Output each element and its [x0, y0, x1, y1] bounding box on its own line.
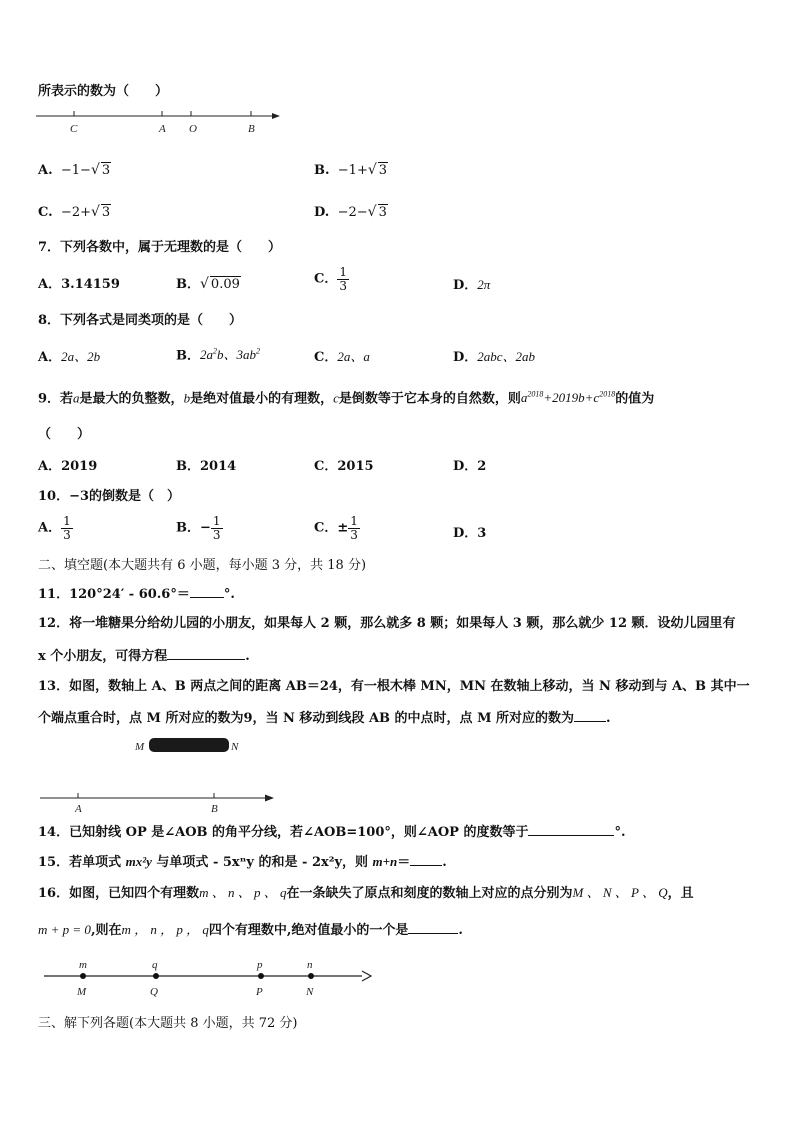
label-b: B	[248, 123, 255, 135]
question-15: 15．若单项式 mx²y 与单项式 - 5xⁿy 的和是 - 2x²y，则 m+n＝ .	[38, 854, 447, 870]
fraction: $\frac{1}{3}$	[212, 514, 221, 542]
q7-option-c[interactable]: C． $\frac{1}{3}$	[314, 265, 347, 293]
label-a: A	[159, 123, 166, 135]
point-q	[153, 973, 159, 979]
label-o: O	[189, 123, 197, 135]
number-line-mqpn	[40, 955, 380, 1005]
option-b[interactable]: B. −1+√ 3	[314, 162, 388, 178]
label-n: N	[231, 741, 239, 753]
answer-blank[interactable]	[528, 823, 614, 836]
q8-option-b[interactable]: B．$2a^2b$、$3ab^2$	[176, 347, 261, 364]
q7-option-a[interactable]: A．3.14159	[38, 277, 120, 292]
q10-option-b[interactable]: B．− $\frac{1}{3}$	[176, 514, 221, 542]
question-16-line1: 16．如图，已知四个有理数m 、 n 、 p 、 q在一条缺失了原点和刻度的数轴上对应的点分别为M 、 N 、 P 、 Q，且	[38, 885, 694, 901]
question-16-line2: m + p = 0,则在m ， n ， p ， q四个有理数中,绝对值最小的一个是 .	[38, 922, 463, 938]
section-heading-solve: 三、解下列各题(本大题共 8 小题，共 72 分)	[38, 1016, 298, 1031]
point-n	[308, 973, 314, 979]
label-c: C	[70, 123, 78, 135]
question-12-line1: 12．将一堆糖果分给幼儿园的小朋友，如果每人 2 颗，那么就多 8 颗；如果每人 3 颗，那么就少 12 颗．设幼儿园里有	[38, 616, 736, 631]
label-m: M	[135, 741, 145, 753]
answer-blank[interactable]	[574, 709, 606, 722]
answer-blank[interactable]	[190, 585, 224, 598]
label-p-upper: P	[256, 986, 263, 998]
answer-blank[interactable]	[167, 647, 245, 660]
q10-option-c[interactable]: C．± $\frac{1}{3}$	[314, 514, 358, 542]
label-q-upper: Q	[150, 986, 158, 998]
q9-option-a[interactable]: A．2019	[38, 459, 98, 474]
point-p	[258, 973, 264, 979]
question-11: 11．120°24′ - 60.6°＝ °.	[38, 587, 235, 602]
label-m-lower: m	[79, 959, 87, 971]
label-p-lower: p	[257, 959, 263, 971]
fraction: $\frac{1}{3}$	[63, 514, 71, 542]
q8-option-c[interactable]: C．2a、a	[314, 349, 370, 365]
axis-arrow	[265, 795, 274, 802]
sqrt-icon: √	[200, 276, 209, 292]
question-9-stem: 9．若a是最大的负整数，b是绝对值最小的有理数，c是倒数等于它本身的自然数，则$a^{2018}+2019b+c^{2018}$的值为	[38, 390, 655, 407]
question-10-stem: 10．−3的倒数是（ ）	[38, 489, 181, 504]
option-c[interactable]: C. −2+√ 3	[38, 204, 111, 220]
q9-option-b[interactable]: B．2014	[176, 459, 237, 474]
sqrt-icon: √	[367, 204, 377, 220]
q10-option-a[interactable]: A． $\frac{1}{3}$	[38, 514, 71, 542]
fraction: $\frac{1}{3}$	[350, 514, 358, 542]
q7-option-d[interactable]: D．2π	[453, 277, 491, 293]
question-13-line1: 13．如图，数轴上 A、B 两点之间的距离 AB＝24，有一根木棒 MN，MN 在数轴上移动，当 N 移动到与 A、B 其中一	[38, 679, 750, 694]
label-n-lower: n	[307, 959, 313, 971]
label-n-upper: N	[306, 986, 314, 998]
answer-blank[interactable]	[410, 853, 442, 866]
stick-mn-figure	[130, 734, 250, 758]
q8-option-a[interactable]: A．2a、2b	[38, 349, 101, 365]
option-a[interactable]: A. −1−√ 3	[38, 162, 111, 178]
q9-option-c[interactable]: C．2015	[314, 459, 374, 474]
answer-paren: （ ）	[38, 427, 91, 442]
number-line-figure	[36, 108, 286, 138]
question-13-line2: 个端点重合时，点 M 所对应的数为9，当 N 移动到线段 AB 的中点时，点 M 所对应的数为 .	[38, 711, 611, 726]
label-m-upper: M	[77, 986, 87, 998]
question-14: 14．已知射线 OP 是∠AOB 的角平分线，若∠AOB=100°，则∠AOP 的度数等于 °.	[38, 825, 626, 840]
q7-option-b[interactable]: B．√ 0.09	[176, 276, 240, 292]
option-d[interactable]: D. −2−√ 3	[314, 204, 387, 220]
stick-bar	[149, 738, 229, 752]
point-m	[80, 973, 86, 979]
fraction: $\frac{1}{3}$	[339, 265, 347, 293]
question-12-line2: x 个小朋友，可得方程 .	[38, 649, 250, 664]
label-q-lower: q	[152, 959, 158, 971]
sqrt-icon: √	[367, 162, 377, 178]
label-a: A	[75, 803, 82, 815]
question-fragment: 所表示的数为（ ）	[38, 84, 169, 99]
section-heading-fill-in: 二、填空题(本大题共有 6 小题，每小题 3 分，共 18 分)	[38, 558, 367, 573]
axis-arrow	[362, 971, 371, 981]
sqrt-icon: √	[90, 204, 100, 220]
sqrt-icon: √	[90, 162, 100, 178]
q8-option-d[interactable]: D．2abc、2ab	[453, 349, 536, 365]
question-7-stem: 7．下列各数中，属于无理数的是（ ）	[38, 240, 282, 255]
q9-option-d[interactable]: D．2	[453, 459, 487, 474]
number-line-ab	[38, 790, 288, 820]
label-b: B	[211, 803, 218, 815]
question-8-stem: 8．下列各式是同类项的是（ ）	[38, 313, 243, 328]
answer-blank[interactable]	[408, 921, 458, 934]
axis-arrow	[272, 113, 280, 119]
q10-option-d[interactable]: D．3	[453, 526, 487, 541]
